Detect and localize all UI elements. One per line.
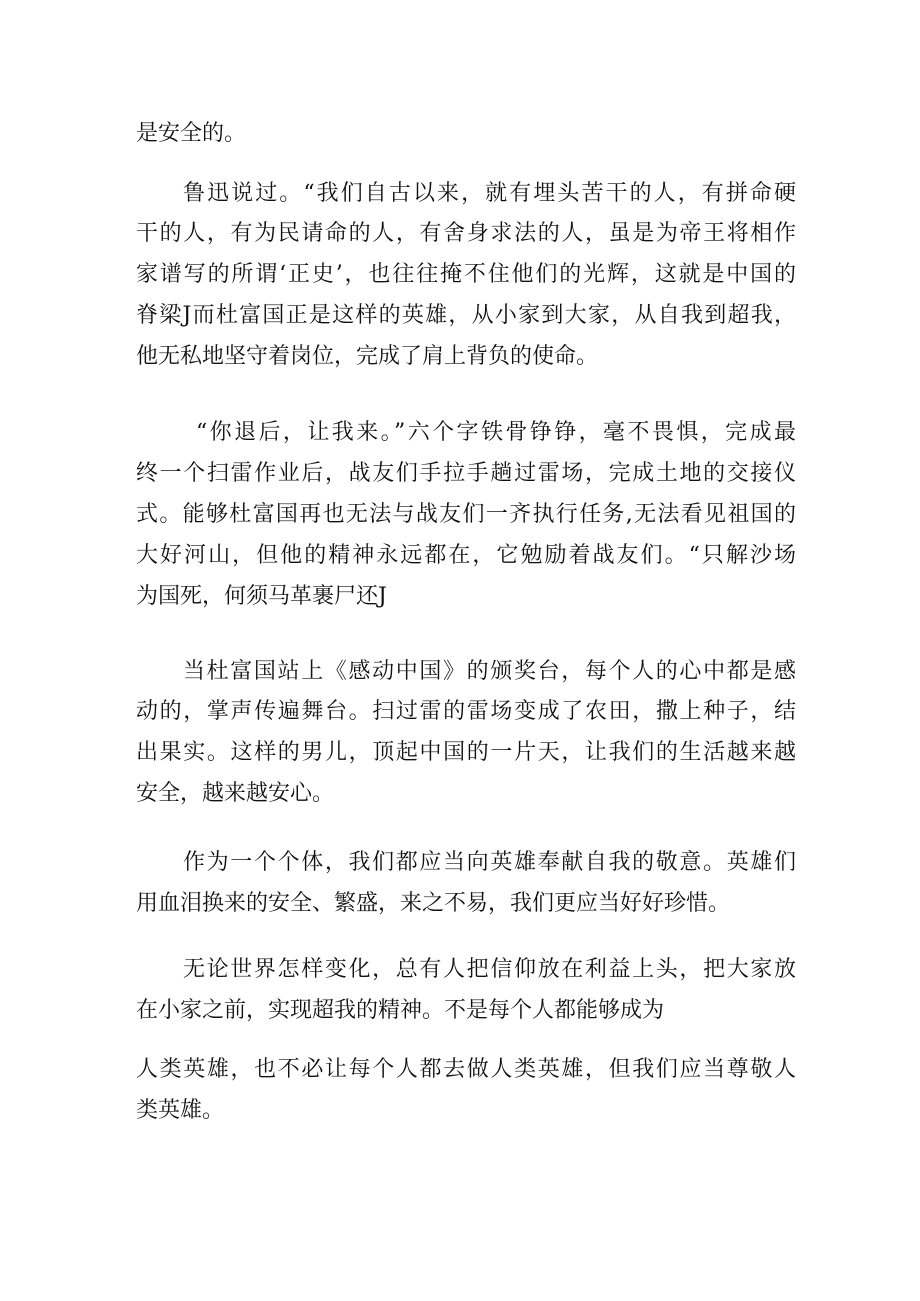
text-line: 鲁迅说过。“我们自古以来，就有埋头苦干的人，有拼命硬 — [183, 181, 796, 206]
text-line: 出果实。这样的男儿，顶起中国的一片天，让我们的生活越来越 — [136, 740, 796, 765]
text-line: 当杜富国站上《感动中国》的颁奖台，每个人的心中都是感 — [183, 659, 796, 684]
text-line: 安全，越来越安心。 — [136, 781, 335, 806]
text-line: 动的，掌声传遍舞台。扫过雷的雷场变成了农田，撒上种子，结 — [136, 699, 796, 724]
text-line: 终一个扫雷作业后，战友们手拉手趟过雷场，完成土地的交接仪 — [136, 461, 796, 486]
text-line: 家谱写的所谓‘正史’，也往往掩不住他们的光辉，这就是中国的 — [136, 262, 796, 287]
text-line: 式。能够杜富国再也无法与战友们一齐执行任务,无法看见祖国的 — [136, 502, 796, 527]
text-line: 类英雄。 — [136, 1098, 225, 1123]
text-line: 为国死，何须马革裹尸还J — [136, 584, 387, 609]
text-line: 脊梁J而杜富国正是这样的英雄，从小家到大家，从自我到超我， — [136, 303, 796, 328]
text-line: 在小家之前，实现超我的精神。不是每个人都能够成为 — [136, 998, 665, 1023]
text-line: 大好河山，但他的精神永远都在，它勉励着战友们。“只解沙场 — [136, 543, 796, 568]
text-line: 无论世界怎样变化，总有人把信仰放在利益上头，把大家放 — [183, 957, 796, 982]
text-line: 是安全的。 — [136, 121, 247, 146]
text-line: 作为一个个体，我们都应当向英雄奉献自我的敬意。英雄们 — [183, 850, 796, 875]
text-line: “你退后，让我来。”六个字铁骨铮铮，毫不畏惧，完成最 — [196, 420, 796, 445]
text-line: 用血泪换来的安全、繁盛，来之不易，我们更应当好好珍惜。 — [136, 891, 731, 916]
text-line: 他无私地坚守着岗位，完成了肩上背负的使命。 — [136, 344, 599, 369]
text-line: 人类英雄，也不必让每个人都去做人类英雄，但我们应当尊敬人 — [136, 1057, 796, 1082]
text-line: 干的人，有为民请命的人，有舍身求法的人，虽是为帝王将相作 — [136, 221, 796, 246]
